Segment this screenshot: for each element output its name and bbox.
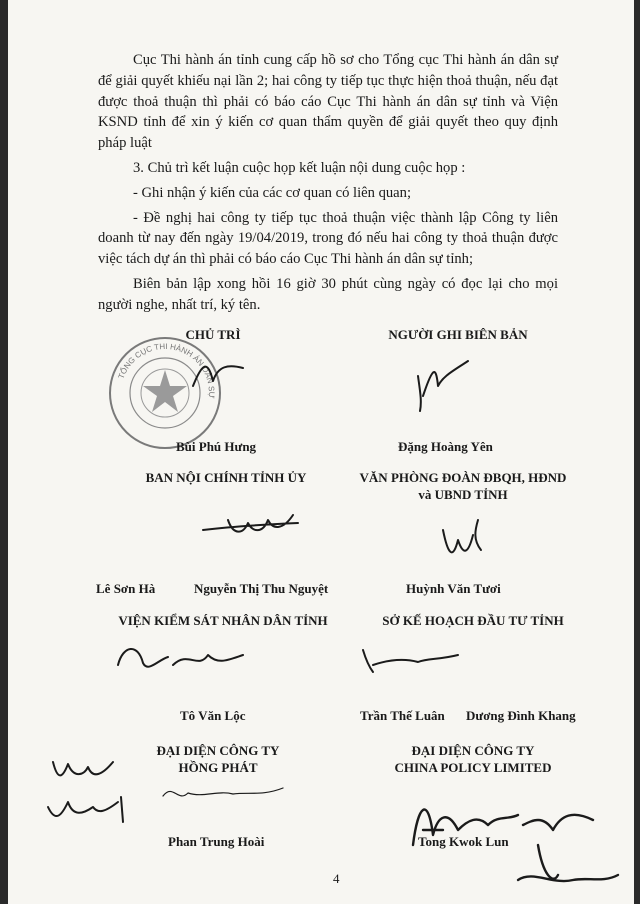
procuracy-name: Tô Văn Lộc [180,708,246,723]
planning-name-2: Dương Đình Khang [466,708,576,723]
hongphat-title: ĐẠI DIỆN CÔNG TY HỒNG PHÁT [156,743,280,775]
planning-signature [358,640,468,680]
body-text [98,50,558,316]
recorder-signature [408,356,478,416]
paragraph-2: 3. Chủ trì kết luận cuộc họp kết luận nội dung cuộc họp : [133,159,466,176]
office-name: Huỳnh Văn Tươi [406,581,501,596]
party-name-1: Lê Sơn Hà [96,581,156,596]
procuracy-title: VIỆN KIỂM SÁT NHÂN DÂN TỈNH [118,613,328,628]
paragraph-5: Biên bản lập xong hồi 16 giờ 30 phút cùng ngày có đọc lại cho mọi người nghe, nhất trí, ký tên. [98,275,558,313]
chinapolicy-title: ĐẠI DIỆN CÔNG TY CHINA POLICY LIMITED [394,743,552,775]
page-number: 4 [333,871,340,886]
chair-name: Bùi Phú Hưng [176,439,257,454]
office-signature [433,510,493,570]
hongphat-name: Phan Trung Hoài [168,834,265,849]
recorder-title: NGƯỜI GHI BIÊN BẢN [388,327,528,342]
office-title: VĂN PHÒNG ĐOÀN ĐBQH, HĐND và UBND TỈNH [359,470,567,502]
chinapolicy-name: Tong Kwok Lun [418,834,509,849]
procuracy-signature [113,635,263,680]
svg-text:TỔNG CỤC THI HÀNH ÁN DÂN SỰ: TỔNG CỤC THI HÀNH ÁN DÂN SỰ [116,341,217,399]
paragraph-3: - Ghi nhận ý kiến của các cơ quan có liên quan; [133,184,412,201]
chair-signature [188,356,248,396]
party-committee-title: BAN NỘI CHÍNH TỈNH ỦY [145,470,307,485]
planning-title: SỞ KẾ HOẠCH ĐẦU TƯ TỈNH [382,613,564,628]
paragraph-1: Cục Thi hành án tỉnh cung cấp hồ sơ cho Tổng cục Thi hành án dân sự để giải quyết khiếu nại lần 2; hai công ty tiếp tục thực hiện thoả thuận, nếu đạt được thoả thuận thì phải có báo cáo Cục Thi hành án dân sự tỉnh và Viện KSND tỉnh để xin ý kiến cơ quan thẩm quyền để giải quyết theo quy định pháp luật [98,52,558,152]
witness-signature [43,752,133,837]
party-name-2: Nguyễn Thị Thu Nguyệt [194,581,329,596]
paragraph-4: - Đề nghị hai công ty tiếp tục thoả thuận việc thành lập Công ty liên doanh từ nay đến ngày 19/04/2019, trong đó nếu hai công ty thoả thuận được việc tách dự án thì phải có báo cáo Cục Thi hành án dân sự tỉnh; [98,209,558,268]
party-signature [198,505,308,545]
planning-name-1: Trần Thế Luân [360,708,445,723]
hongphat-signature [158,778,298,808]
recorder-name: Đặng Hoàng Yên [398,439,493,454]
chair-title: CHỦ TRÌ [185,327,241,342]
document-page [8,0,634,904]
